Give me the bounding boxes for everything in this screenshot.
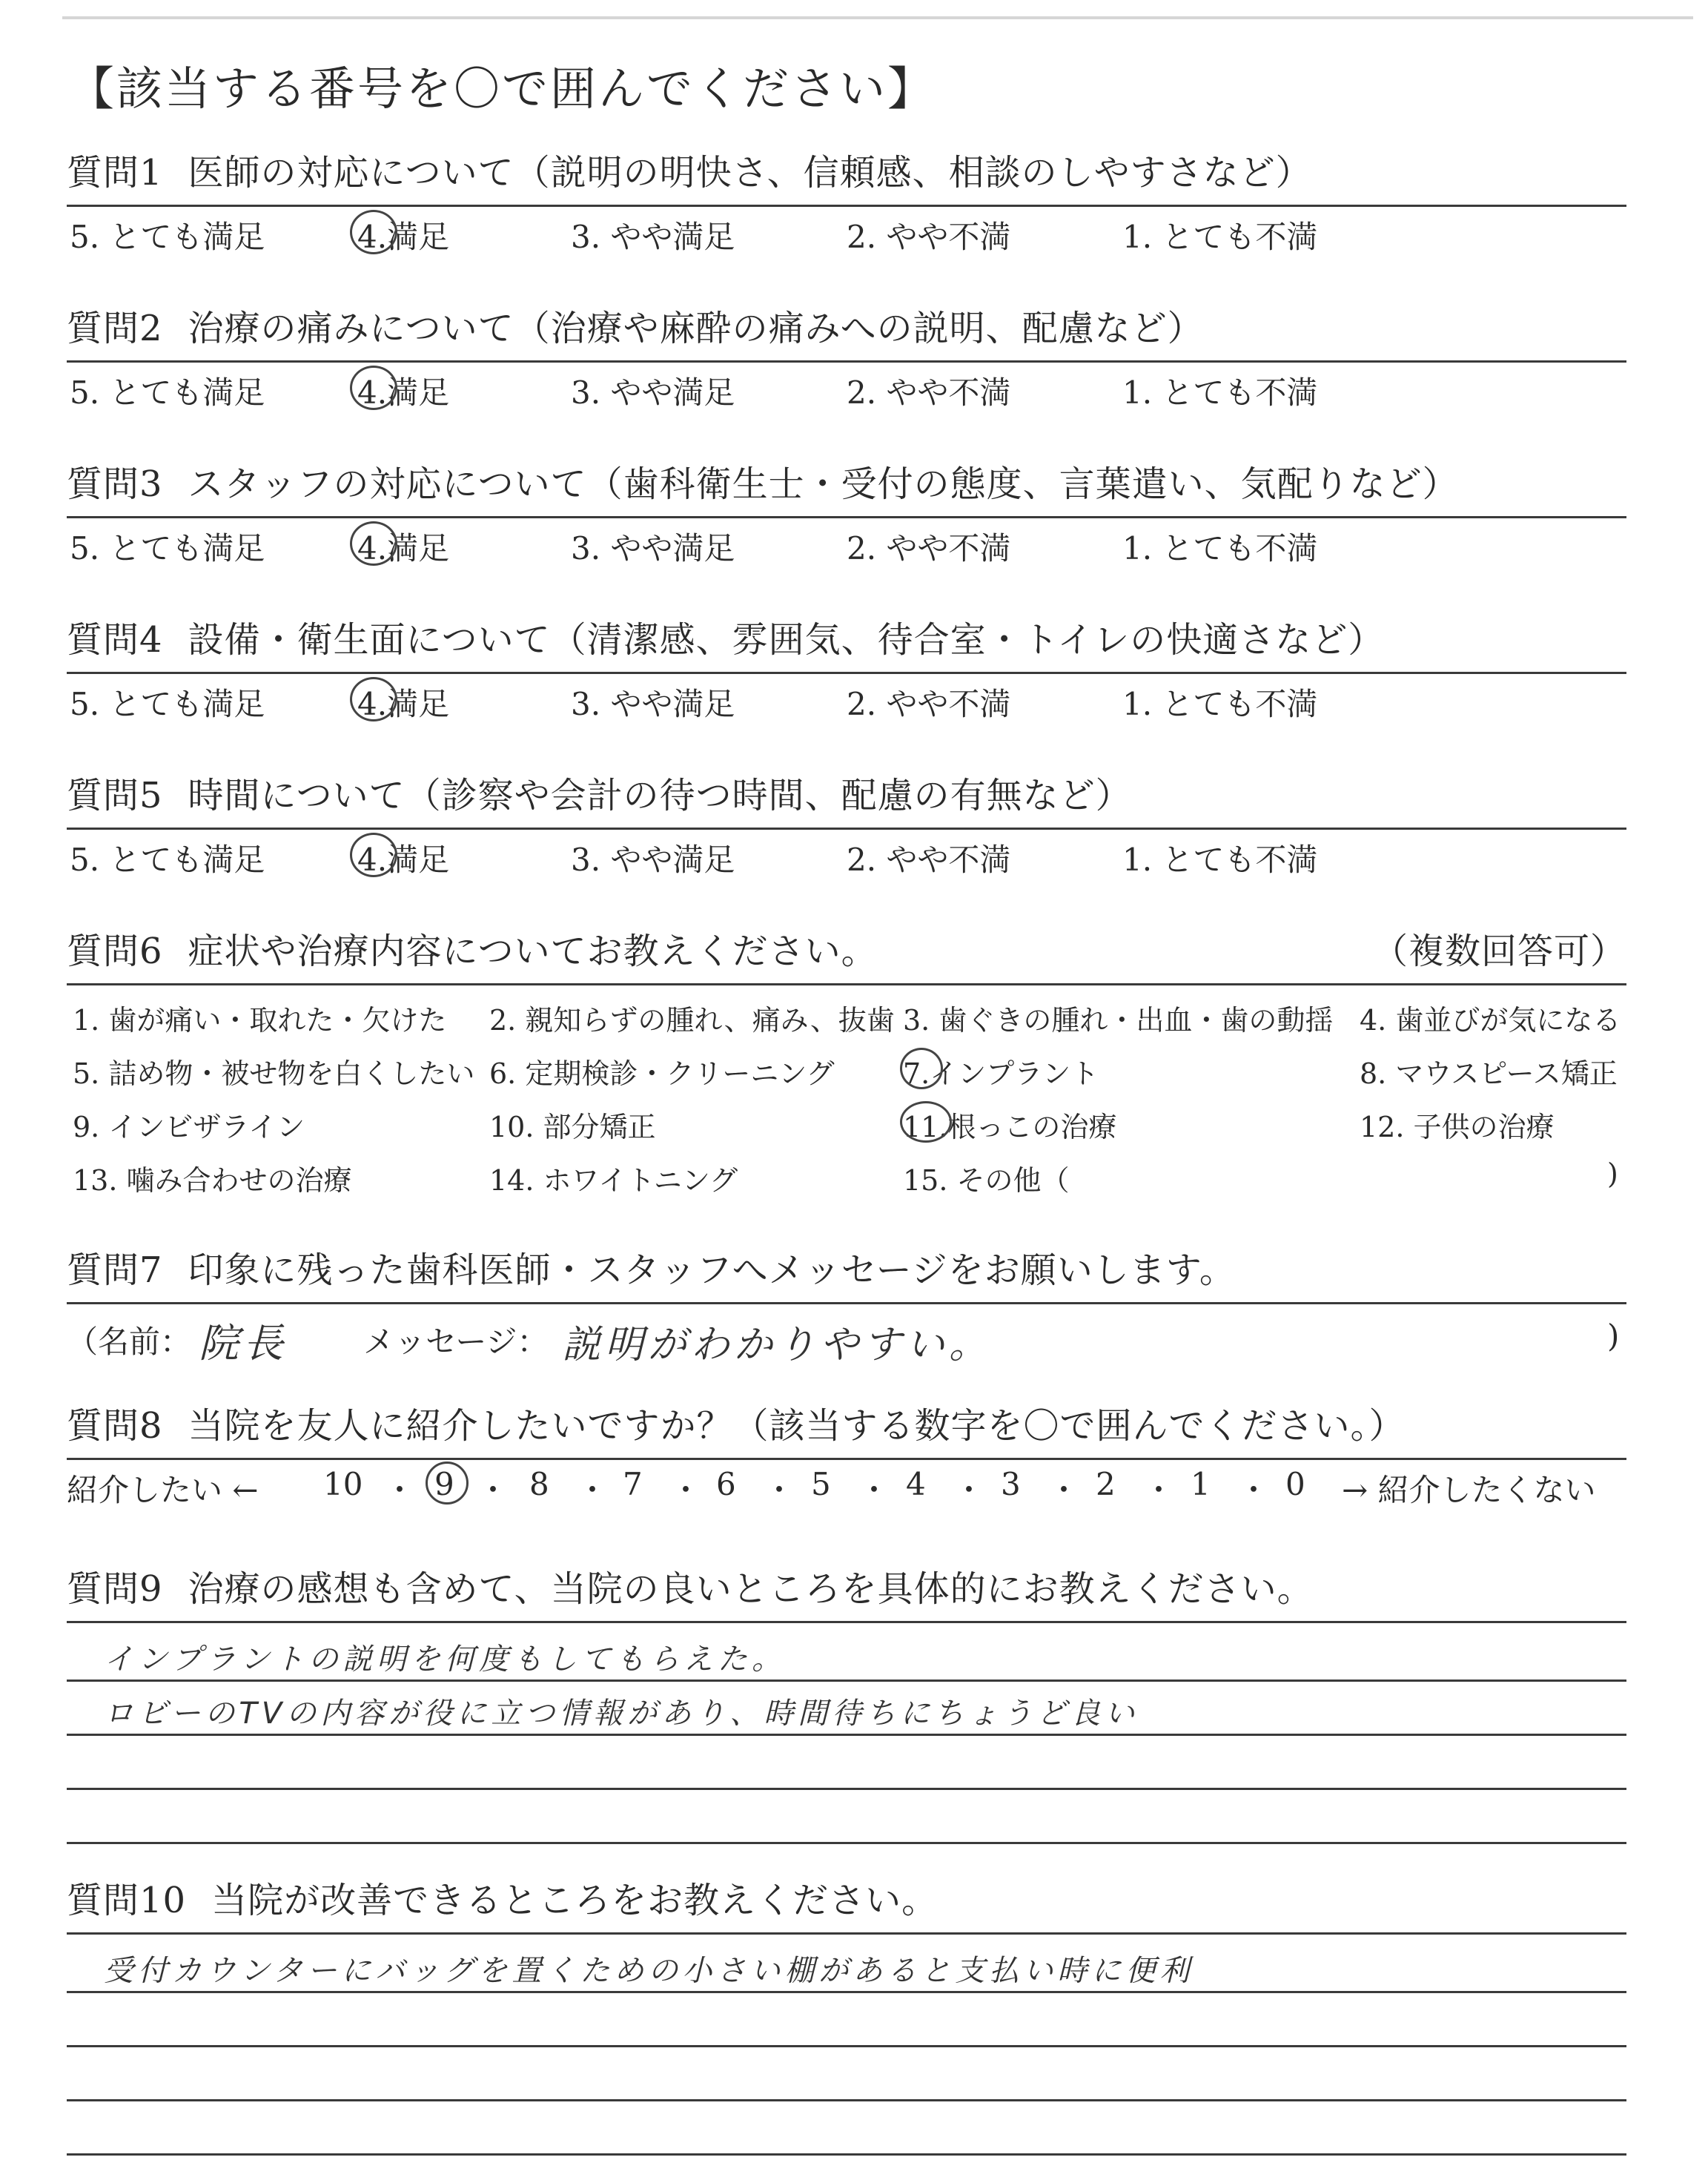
question-number: 質問6 bbox=[67, 931, 163, 972]
handwritten-answer: ロビーのTVの内容が役に立つ情報があり、時間待ちにちょうど良い bbox=[104, 1697, 1139, 1731]
divider bbox=[67, 205, 1626, 207]
top-scan-edge bbox=[62, 16, 1693, 19]
treatment-option-selected[interactable]: 7.インプラント bbox=[903, 1051, 1099, 1091]
divider bbox=[67, 360, 1626, 363]
option-5[interactable]: 5. とても満足 bbox=[70, 842, 265, 878]
treatment-option[interactable]: 3. 歯ぐきの腫れ・出血・歯の動揺 bbox=[903, 1004, 1334, 1037]
option-3[interactable]: 3. やや満足 bbox=[571, 374, 735, 411]
handwritten-answer: 受付カウンターにバッグを置くための小さい棚があると支払い時に便利 bbox=[104, 1954, 1194, 1988]
option-4-selected[interactable]: 4.満足 bbox=[357, 524, 449, 569]
divider bbox=[67, 983, 1626, 985]
name-label: （名前： bbox=[67, 1324, 192, 1360]
question-number: 質問7 bbox=[67, 1249, 163, 1291]
answer-line[interactable] bbox=[67, 2101, 1626, 2156]
treatment-options bbox=[67, 990, 1626, 1205]
question-text: 当院を友人に紹介したいですか？（該当する数字を〇で囲んでください。） bbox=[188, 1405, 1406, 1447]
divider bbox=[67, 516, 1626, 518]
scale-dot: ・ bbox=[1143, 1472, 1175, 1508]
question-number: 質問1 bbox=[67, 152, 163, 194]
treatment-option[interactable]: 12. 子供の治療 bbox=[1360, 1111, 1555, 1143]
answer-lines bbox=[67, 1939, 1626, 2156]
message-handwritten[interactable]: 説明がわかりやすい。 bbox=[562, 1323, 993, 1367]
instruction-header: 【該当する番号を〇で囲んでください】 bbox=[68, 62, 936, 116]
scale-3[interactable]: 3 bbox=[1001, 1466, 1021, 1502]
answer-line[interactable] bbox=[67, 1790, 1626, 1844]
message-label: メッセージ： bbox=[363, 1324, 549, 1360]
option-4-selected[interactable]: 4.満足 bbox=[357, 680, 449, 724]
option-1[interactable]: 1. とても不満 bbox=[1122, 374, 1318, 411]
scale-dot: ・ bbox=[764, 1472, 795, 1508]
divider bbox=[67, 1932, 1626, 1935]
rating-options bbox=[67, 836, 1626, 880]
selection-circle bbox=[900, 1101, 952, 1143]
question-text: 症状や治療内容についてお教えください。 bbox=[188, 931, 878, 972]
divider bbox=[67, 1621, 1626, 1623]
scale-7[interactable]: 7 bbox=[623, 1466, 643, 1502]
divider bbox=[67, 1458, 1626, 1460]
scale-dot: ・ bbox=[953, 1472, 985, 1508]
question-7 bbox=[67, 1246, 1626, 1367]
question-4 bbox=[67, 615, 1626, 724]
scale-2[interactable]: 2 bbox=[1096, 1466, 1116, 1502]
option-3[interactable]: 3. やや満足 bbox=[571, 530, 735, 567]
question-number: 質問5 bbox=[67, 775, 163, 816]
question-text: 当院が改善できるところをお教えください。 bbox=[211, 1880, 939, 1921]
scale-dot: ・ bbox=[477, 1472, 509, 1508]
question-number: 質問4 bbox=[67, 619, 163, 661]
close-paren: ) bbox=[1607, 1318, 1620, 1354]
question-number: 質問3 bbox=[67, 463, 163, 505]
treatment-option[interactable]: 4. 歯並びが気になる bbox=[1360, 1004, 1621, 1037]
option-2[interactable]: 2. やや不満 bbox=[847, 374, 1011, 411]
handwritten-answer: インプラントの説明を何度もしてもらえた。 bbox=[104, 1642, 786, 1677]
answer-line[interactable] bbox=[67, 2047, 1626, 2101]
question-number: 質問2 bbox=[67, 308, 163, 349]
scale-right-label: → 紹介したくない bbox=[1342, 1472, 1596, 1508]
other-close-paren: ) bbox=[1607, 1157, 1618, 1190]
treatment-option[interactable]: 8. マウスピース矯正 bbox=[1360, 1057, 1618, 1090]
divider bbox=[67, 1302, 1626, 1304]
option-4-selected[interactable]: 4.満足 bbox=[357, 369, 449, 413]
option-3[interactable]: 3. やや満足 bbox=[571, 219, 735, 255]
answer-line[interactable] bbox=[67, 1628, 1626, 1682]
question-9 bbox=[67, 1565, 1626, 1844]
scale-dot: ・ bbox=[1048, 1472, 1080, 1508]
question-5 bbox=[67, 771, 1626, 880]
option-2[interactable]: 2. やや不満 bbox=[847, 686, 1011, 722]
recommend-scale: 紹介したい ← 10 ・ 9 ・ 8 ・ 7 ・ 6 ・ 5 ・ 4 ・ 3 ・ 2 ・ 1 ・ 0 → 紹介したくない bbox=[67, 1466, 1626, 1512]
answer-line[interactable] bbox=[67, 1682, 1626, 1736]
treatment-option[interactable]: 9. インビザライン bbox=[73, 1111, 305, 1143]
option-5[interactable]: 5. とても満足 bbox=[70, 530, 265, 567]
question-text: 印象に残った歯科医師・スタッフへメッセージをお願いします。 bbox=[188, 1249, 1236, 1291]
answer-lines bbox=[67, 1628, 1626, 1844]
message-line bbox=[67, 1307, 1626, 1367]
selection-circle bbox=[350, 833, 397, 877]
option-2[interactable]: 2. やや不満 bbox=[847, 530, 1011, 567]
scale-dot: ・ bbox=[1238, 1472, 1270, 1508]
question-text: スタッフの対応について（歯科衛生士・受付の態度、言葉遣い、気配りなど） bbox=[188, 463, 1459, 505]
option-1[interactable]: 1. とても不満 bbox=[1122, 842, 1318, 878]
selection-circle bbox=[900, 1048, 943, 1089]
rating-options bbox=[67, 680, 1626, 724]
answer-line[interactable] bbox=[67, 1736, 1626, 1790]
question-2 bbox=[67, 304, 1626, 413]
option-2[interactable]: 2. やや不満 bbox=[847, 219, 1011, 255]
treatment-option[interactable]: 10. 部分矯正 bbox=[489, 1111, 656, 1143]
question-number: 質問8 bbox=[67, 1405, 163, 1447]
option-1[interactable]: 1. とても不満 bbox=[1122, 686, 1318, 722]
question-6 bbox=[67, 927, 1626, 1205]
question-number: 質問10 bbox=[67, 1880, 187, 1921]
selection-circle bbox=[350, 210, 397, 254]
selection-circle bbox=[350, 366, 397, 410]
scale-dot: ・ bbox=[577, 1472, 609, 1508]
answer-line[interactable] bbox=[67, 1939, 1626, 1993]
selection-circle bbox=[350, 521, 397, 566]
question-text: 医師の対応について（説明の明快さ、信頼感、相談のしやすさなど） bbox=[188, 152, 1312, 194]
divider bbox=[67, 828, 1626, 830]
treatment-option-selected[interactable]: 11.根っこの治療 bbox=[903, 1104, 1116, 1145]
scale-dot: ・ bbox=[384, 1472, 416, 1508]
scale-10[interactable]: 10 bbox=[323, 1466, 363, 1502]
option-3[interactable]: 3. やや満足 bbox=[571, 686, 735, 722]
name-handwritten[interactable]: 院長 bbox=[199, 1320, 288, 1367]
question-number: 質問9 bbox=[67, 1568, 163, 1610]
scale-dot: ・ bbox=[858, 1472, 890, 1508]
scale-0[interactable]: 0 bbox=[1285, 1466, 1305, 1502]
scale-1[interactable]: 1 bbox=[1191, 1466, 1211, 1502]
question-text: 治療の感想も含めて、当院の良いところを具体的にお教えください。 bbox=[188, 1568, 1314, 1610]
rating-options bbox=[67, 524, 1626, 569]
question-text: 治療の痛みについて（治療や麻酔の痛みへの説明、配慮など） bbox=[188, 308, 1204, 349]
question-text: 時間について（診察や会計の待つ時間、配慮の有無など） bbox=[188, 775, 1132, 816]
treatment-option-other[interactable]: 15. その他（ bbox=[903, 1164, 1070, 1197]
treatment-option[interactable]: 14. ホワイトニング bbox=[489, 1164, 738, 1197]
selection-circle bbox=[350, 677, 397, 721]
treatment-option[interactable]: 2. 親知らずの腫れ、痛み、抜歯 bbox=[489, 1004, 895, 1037]
treatment-option[interactable]: 1. 歯が痛い・取れた・欠けた bbox=[73, 1004, 447, 1037]
option-5[interactable]: 5. とても満足 bbox=[70, 219, 265, 255]
option-2[interactable]: 2. やや不満 bbox=[847, 842, 1011, 878]
option-4-selected[interactable]: 4.満足 bbox=[357, 213, 449, 257]
option-4-selected[interactable]: 4.満足 bbox=[357, 836, 449, 880]
divider bbox=[67, 672, 1626, 674]
question-10 bbox=[67, 1876, 1626, 2156]
treatment-option[interactable]: 13. 噛み合わせの治療 bbox=[73, 1164, 352, 1197]
question-8 bbox=[67, 1401, 1626, 1512]
scale-8[interactable]: 8 bbox=[529, 1466, 549, 1502]
scale-5[interactable]: 5 bbox=[811, 1466, 831, 1502]
treatment-option[interactable]: 6. 定期検診・クリーニング bbox=[489, 1057, 835, 1090]
option-1[interactable]: 1. とても不満 bbox=[1122, 219, 1318, 255]
treatment-option[interactable]: 5. 詰め物・被せ物を白くしたい bbox=[73, 1057, 475, 1090]
question-1 bbox=[67, 148, 1626, 257]
option-1[interactable]: 1. とても不満 bbox=[1122, 530, 1318, 567]
multiple-answers-note: （複数回答可） bbox=[1371, 931, 1626, 972]
question-3 bbox=[67, 460, 1626, 569]
option-3[interactable]: 3. やや満足 bbox=[571, 842, 735, 878]
answer-line[interactable] bbox=[67, 1993, 1626, 2047]
option-5[interactable]: 5. とても満足 bbox=[70, 686, 265, 722]
option-5[interactable]: 5. とても満足 bbox=[70, 374, 265, 411]
scale-6[interactable]: 6 bbox=[716, 1466, 736, 1502]
rating-options bbox=[67, 213, 1626, 257]
rating-options bbox=[67, 369, 1626, 413]
scale-dot: ・ bbox=[670, 1472, 702, 1508]
question-text: 設備・衛生面について（清潔感、雰囲気、待合室・トイレの快適さなど） bbox=[188, 619, 1385, 661]
scale-left-label: 紹介したい ← bbox=[67, 1472, 259, 1508]
scale-4[interactable]: 4 bbox=[906, 1466, 926, 1502]
